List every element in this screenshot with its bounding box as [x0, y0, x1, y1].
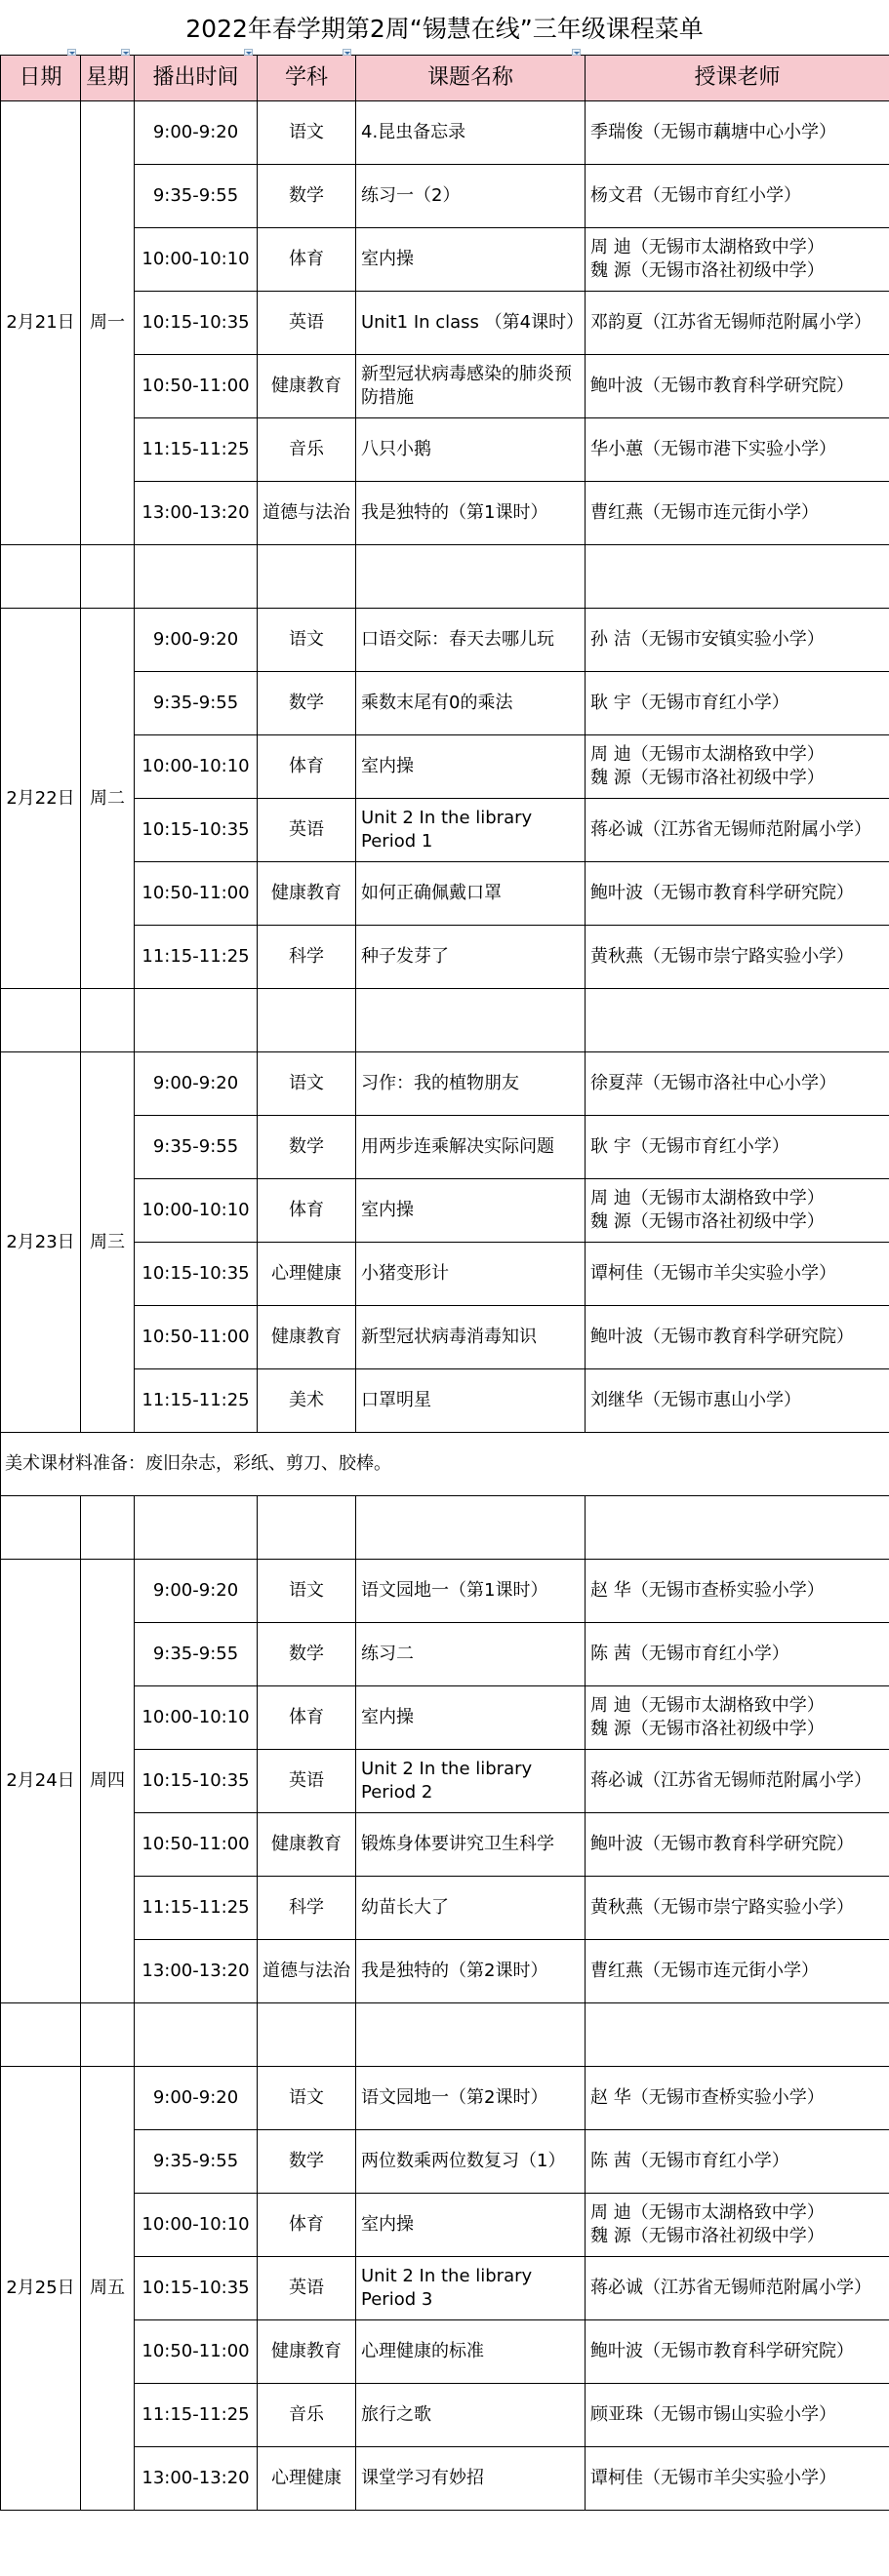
teacher-cell [586, 2067, 889, 2130]
subject-cell: 音乐 [258, 418, 356, 482]
teacher-cell [586, 2257, 889, 2320]
weekday-cell: 周二 [81, 609, 135, 989]
teacher-cell [586, 482, 889, 545]
time-cell: 10:50-11:00 [135, 862, 258, 926]
spacer-row [1, 1496, 889, 1560]
weekday-cell: 周一 [81, 101, 135, 545]
table-row [1, 2130, 889, 2194]
teacher-name: 顾亚珠（无锡市锡山实验小学） [590, 2404, 836, 2425]
empty-cell [356, 545, 586, 609]
date-cell: 2月23日 [1, 1052, 81, 1433]
topic-cell: 八只小鹅 [356, 418, 586, 482]
teacher-name: 蒋必诚（江苏省无锡师范附属小学） [590, 2278, 871, 2298]
time-cell: 11:15-11:25 [135, 418, 258, 482]
table-row [1, 926, 889, 989]
table-row [1, 1813, 889, 1877]
topic-cell: 室内操 [356, 1686, 586, 1750]
subject-cell: 体育 [258, 735, 356, 799]
empty-cell [81, 2003, 135, 2067]
subject-cell: 道德与法治 [258, 482, 356, 545]
teacher-name: 鲍叶波（无锡市教育科学研究院） [590, 1327, 854, 1347]
teacher-name: 黄秋燕（无锡市崇宁路实验小学） [590, 946, 854, 967]
subject-cell: 英语 [258, 2257, 356, 2320]
teacher-name: 徐夏萍（无锡市洛社中心小学） [590, 1073, 836, 1093]
table-row [1, 1560, 889, 1623]
teacher-name: 鲍叶波（无锡市教育科学研究院） [590, 883, 854, 903]
subject-cell: 语文 [258, 1052, 356, 1116]
table-row [1, 1306, 889, 1369]
topic-cell: 室内操 [356, 1179, 586, 1243]
teacher-name: 陈 茜（无锡市育红小学） [590, 2151, 789, 2171]
empty-cell [356, 1496, 586, 1560]
teacher-name: 周 迪（无锡市太湖格致中学） [590, 1695, 825, 1716]
date-cell: 2月21日 [1, 101, 81, 545]
filter-dropdown-icon[interactable] [67, 49, 76, 56]
teacher-cell [586, 1116, 889, 1179]
topic-cell: 新型冠状病毒感染的肺炎预防措施 [356, 355, 586, 418]
subject-cell: 体育 [258, 1686, 356, 1750]
table-row [1, 1179, 889, 1243]
time-cell: 9:00-9:20 [135, 609, 258, 672]
filter-dropdown-icon[interactable] [572, 49, 581, 56]
topic-cell: 练习二 [356, 1623, 586, 1686]
teacher-name: 杨文君（无锡市育红小学） [590, 185, 801, 206]
header-weekday: 星期 [81, 56, 135, 101]
topic-cell: 两位数乘两位数复习（1） [356, 2130, 586, 2194]
weekday-cell: 周四 [81, 1560, 135, 2003]
teacher-cell [586, 926, 889, 989]
subject-cell: 健康教育 [258, 1306, 356, 1369]
subject-cell: 语文 [258, 1560, 356, 1623]
subject-cell: 语文 [258, 609, 356, 672]
teacher-cell [586, 1813, 889, 1877]
empty-cell [135, 989, 258, 1052]
time-cell: 13:00-13:20 [135, 1940, 258, 2003]
table-row [1, 1052, 889, 1116]
teacher-name: 华小蕙（无锡市港下实验小学） [590, 439, 836, 459]
subject-cell: 健康教育 [258, 2320, 356, 2384]
header-subject: 学科 [258, 56, 356, 101]
empty-cell [1, 2003, 81, 2067]
empty-cell [135, 2003, 258, 2067]
topic-cell: 课堂学习有妙招 [356, 2447, 586, 2511]
time-cell: 11:15-11:25 [135, 926, 258, 989]
schedule-table [0, 55, 889, 2511]
time-cell: 10:00-10:10 [135, 1179, 258, 1243]
teacher-name: 周 迪（无锡市太湖格致中学） [590, 744, 825, 765]
topic-cell: 室内操 [356, 2194, 586, 2257]
empty-cell [81, 1496, 135, 1560]
weekday-cell: 周五 [81, 2067, 135, 2511]
time-cell: 9:00-9:20 [135, 1052, 258, 1116]
empty-cell [135, 545, 258, 609]
topic-cell: 用两步连乘解决实际问题 [356, 1116, 586, 1179]
time-cell: 11:15-11:25 [135, 2384, 258, 2447]
subject-cell: 美术 [258, 1369, 356, 1433]
table-row [1, 672, 889, 735]
teacher-name: 魏 源（无锡市洛社初级中学） [590, 768, 825, 788]
empty-cell [258, 545, 356, 609]
subject-cell: 心理健康 [258, 2447, 356, 2511]
time-cell: 10:00-10:10 [135, 2194, 258, 2257]
topic-cell: 种子发芽了 [356, 926, 586, 989]
teacher-cell [586, 2384, 889, 2447]
topic-cell: 新型冠状病毒消毒知识 [356, 1306, 586, 1369]
subject-cell: 健康教育 [258, 355, 356, 418]
subject-cell: 体育 [258, 228, 356, 292]
time-cell: 9:35-9:55 [135, 1623, 258, 1686]
table-row [1, 1243, 889, 1306]
filter-dropdown-icon[interactable] [343, 49, 351, 56]
subject-cell: 科学 [258, 926, 356, 989]
teacher-name: 蒋必诚（江苏省无锡师范附属小学） [590, 1770, 871, 1791]
topic-cell: 我是独特的（第2课时） [356, 1940, 586, 2003]
table-row [1, 1369, 889, 1433]
teacher-name: 耿 宇（无锡市育红小学） [590, 693, 789, 713]
table-row [1, 1877, 889, 1940]
teacher-name: 曹红燕（无锡市连元街小学） [590, 502, 819, 523]
date-cell: 2月25日 [1, 2067, 81, 2511]
table-row [1, 799, 889, 862]
teacher-name: 周 迪（无锡市太湖格致中学） [590, 2202, 825, 2223]
topic-cell: 乘数末尾有0的乘法 [356, 672, 586, 735]
time-cell: 9:00-9:20 [135, 2067, 258, 2130]
topic-cell: 口语交际：春天去哪儿玩 [356, 609, 586, 672]
teacher-name: 魏 源（无锡市洛社初级中学） [590, 1719, 825, 1739]
table-row [1, 418, 889, 482]
teacher-name: 周 迪（无锡市太湖格致中学） [590, 1188, 825, 1209]
subject-cell: 语文 [258, 2067, 356, 2130]
teacher-cell [586, 1243, 889, 1306]
time-cell: 11:15-11:25 [135, 1877, 258, 1940]
teacher-name: 陈 茜（无锡市育红小学） [590, 1644, 789, 1664]
material-note: 美术课材料准备：废旧杂志，彩纸、剪刀、胶棒。 [1, 1433, 889, 1496]
filter-dropdown-icon[interactable] [244, 49, 253, 56]
topic-cell: 练习一（2） [356, 165, 586, 228]
subject-cell: 体育 [258, 1179, 356, 1243]
teacher-name: 魏 源（无锡市洛社初级中学） [590, 2226, 825, 2246]
teacher-cell [586, 1560, 889, 1623]
teacher-name: 魏 源（无锡市洛社初级中学） [590, 260, 825, 281]
table-row [1, 1686, 889, 1750]
teacher-cell [586, 1179, 889, 1243]
teacher-cell [586, 672, 889, 735]
time-cell: 11:15-11:25 [135, 1369, 258, 1433]
time-cell: 10:15-10:35 [135, 2257, 258, 2320]
time-cell: 10:00-10:10 [135, 735, 258, 799]
teacher-name: 周 迪（无锡市太湖格致中学） [590, 237, 825, 258]
empty-cell [258, 2003, 356, 2067]
teacher-cell [586, 609, 889, 672]
subject-cell: 音乐 [258, 2384, 356, 2447]
table-row [1, 1116, 889, 1179]
topic-cell: 我是独特的（第1课时） [356, 482, 586, 545]
page-title: 2022年春学期第2周“锡慧在线”三年级课程菜单 [185, 15, 704, 43]
header-row [1, 56, 889, 101]
empty-cell [258, 989, 356, 1052]
empty-cell [1, 1496, 81, 1560]
empty-cell [586, 545, 889, 609]
time-cell: 9:35-9:55 [135, 1116, 258, 1179]
table-row [1, 862, 889, 926]
spacer-row [1, 545, 889, 609]
time-cell: 9:35-9:55 [135, 2130, 258, 2194]
empty-cell [586, 989, 889, 1052]
topic-cell: 语文园地一（第2课时） [356, 2067, 586, 2130]
header-topic: 课题名称 [356, 56, 586, 101]
subject-cell: 数学 [258, 2130, 356, 2194]
teacher-cell [586, 799, 889, 862]
header-teacher: 授课老师 [586, 56, 889, 101]
subject-cell: 体育 [258, 2194, 356, 2257]
topic-cell: Unit 2 In the library Period 2 [356, 1750, 586, 1813]
topic-cell: Unit1 In class （第4课时） [356, 292, 586, 355]
time-cell: 10:50-11:00 [135, 2320, 258, 2384]
table-row [1, 2257, 889, 2320]
empty-cell [356, 2003, 586, 2067]
teacher-name: 赵 华（无锡市查桥实验小学） [590, 1580, 825, 1601]
time-cell: 10:00-10:10 [135, 228, 258, 292]
spacer-row [1, 989, 889, 1052]
table-row [1, 1940, 889, 2003]
table-row [1, 2194, 889, 2257]
topic-cell: 旅行之歌 [356, 2384, 586, 2447]
teacher-cell [586, 1306, 889, 1369]
teacher-name: 孙 洁（无锡市安镇实验小学） [590, 629, 825, 650]
teacher-name: 邓韵夏（江苏省无锡师范附属小学） [590, 312, 871, 333]
subject-cell: 科学 [258, 1877, 356, 1940]
teacher-name: 鲍叶波（无锡市教育科学研究院） [590, 376, 854, 396]
empty-cell [135, 1496, 258, 1560]
subject-cell: 心理健康 [258, 1243, 356, 1306]
topic-cell: 心理健康的标准 [356, 2320, 586, 2384]
teacher-cell [586, 1686, 889, 1750]
teacher-cell [586, 101, 889, 165]
teacher-name: 鲍叶波（无锡市教育科学研究院） [590, 2341, 854, 2361]
subject-cell: 道德与法治 [258, 1940, 356, 2003]
subject-cell: 数学 [258, 165, 356, 228]
time-cell: 10:50-11:00 [135, 1813, 258, 1877]
topic-cell: 幼苗长大了 [356, 1877, 586, 1940]
teacher-cell [586, 418, 889, 482]
teacher-cell [586, 292, 889, 355]
teacher-cell [586, 1750, 889, 1813]
subject-cell: 健康教育 [258, 1813, 356, 1877]
teacher-name: 曹红燕（无锡市连元街小学） [590, 1961, 819, 1981]
teacher-cell [586, 1052, 889, 1116]
teacher-cell [586, 355, 889, 418]
time-cell: 10:50-11:00 [135, 355, 258, 418]
subject-cell: 语文 [258, 101, 356, 165]
table-row [1, 2320, 889, 2384]
teacher-cell [586, 2320, 889, 2384]
table-row [1, 2384, 889, 2447]
subject-cell: 数学 [258, 1623, 356, 1686]
teacher-name: 黄秋燕（无锡市崇宁路实验小学） [590, 1897, 854, 1918]
teacher-cell [586, 1623, 889, 1686]
teacher-cell [586, 2194, 889, 2257]
empty-cell [586, 2003, 889, 2067]
time-cell: 9:00-9:20 [135, 1560, 258, 1623]
subject-cell: 数学 [258, 1116, 356, 1179]
time-cell: 10:15-10:35 [135, 292, 258, 355]
teacher-cell [586, 735, 889, 799]
teacher-name: 魏 源（无锡市洛社初级中学） [590, 1211, 825, 1232]
time-cell: 9:00-9:20 [135, 101, 258, 165]
time-cell: 9:35-9:55 [135, 672, 258, 735]
table-row [1, 165, 889, 228]
empty-cell [81, 989, 135, 1052]
teacher-name: 刘继华（无锡市惠山小学） [590, 1390, 801, 1410]
table-row [1, 101, 889, 165]
topic-cell: 室内操 [356, 228, 586, 292]
topic-cell: 锻炼身体要讲究卫生科学 [356, 1813, 586, 1877]
subject-cell: 数学 [258, 672, 356, 735]
subject-cell: 英语 [258, 1750, 356, 1813]
header-time: 播出时间 [135, 56, 258, 101]
topic-cell: 口罩明星 [356, 1369, 586, 1433]
topic-cell: 如何正确佩戴口罩 [356, 862, 586, 926]
teacher-name: 鲍叶波（无锡市教育科学研究院） [590, 1834, 854, 1854]
empty-cell [258, 1496, 356, 1560]
subject-cell: 健康教育 [258, 862, 356, 926]
table-row [1, 292, 889, 355]
time-cell: 10:50-11:00 [135, 1306, 258, 1369]
teacher-name: 谭柯佳（无锡市羊尖实验小学） [590, 2468, 836, 2488]
time-cell: 10:15-10:35 [135, 799, 258, 862]
time-cell: 10:00-10:10 [135, 1686, 258, 1750]
teacher-cell [586, 1940, 889, 2003]
table-row [1, 2447, 889, 2511]
empty-cell [356, 989, 586, 1052]
table-row [1, 1623, 889, 1686]
empty-cell [1, 545, 81, 609]
teacher-cell [586, 1369, 889, 1433]
teacher-cell [586, 2130, 889, 2194]
teacher-cell [586, 862, 889, 926]
empty-cell [1, 989, 81, 1052]
teacher-cell [586, 228, 889, 292]
empty-cell [586, 1496, 889, 1560]
table-row [1, 2067, 889, 2130]
time-cell: 9:35-9:55 [135, 165, 258, 228]
table-row [1, 355, 889, 418]
table-row [1, 482, 889, 545]
time-cell: 10:15-10:35 [135, 1243, 258, 1306]
time-cell: 13:00-13:20 [135, 482, 258, 545]
teacher-cell [586, 1877, 889, 1940]
note-row [1, 1433, 889, 1496]
filter-dropdown-icon[interactable] [121, 49, 130, 56]
topic-cell: 语文园地一（第1课时） [356, 1560, 586, 1623]
spacer-row [1, 2003, 889, 2067]
table-row [1, 1750, 889, 1813]
date-cell: 2月22日 [1, 609, 81, 989]
time-cell: 13:00-13:20 [135, 2447, 258, 2511]
table-row [1, 735, 889, 799]
header-date: 日期 [1, 56, 81, 101]
teacher-cell [586, 2447, 889, 2511]
date-cell: 2月24日 [1, 1560, 81, 2003]
teacher-name: 赵 华（无锡市查桥实验小学） [590, 2087, 825, 2108]
subject-cell: 英语 [258, 292, 356, 355]
teacher-name: 耿 宇（无锡市育红小学） [590, 1136, 789, 1157]
topic-cell: 室内操 [356, 735, 586, 799]
teacher-cell [586, 165, 889, 228]
topic-cell: Unit 2 In the library Period 1 [356, 799, 586, 862]
weekday-cell: 周三 [81, 1052, 135, 1433]
subject-cell: 英语 [258, 799, 356, 862]
teacher-name: 谭柯佳（无锡市羊尖实验小学） [590, 1263, 836, 1284]
time-cell: 10:15-10:35 [135, 1750, 258, 1813]
teacher-name: 季瑞俊（无锡市藕塘中心小学） [590, 122, 836, 142]
empty-cell [81, 545, 135, 609]
topic-cell: 小猪变形计 [356, 1243, 586, 1306]
topic-cell: Unit 2 In the library Period 3 [356, 2257, 586, 2320]
table-row [1, 228, 889, 292]
topic-cell: 4.昆虫备忘录 [356, 101, 586, 165]
topic-cell: 习作：我的植物朋友 [356, 1052, 586, 1116]
table-row [1, 609, 889, 672]
teacher-name: 蒋必诚（江苏省无锡师范附属小学） [590, 819, 871, 840]
schedule-body [1, 101, 889, 2511]
